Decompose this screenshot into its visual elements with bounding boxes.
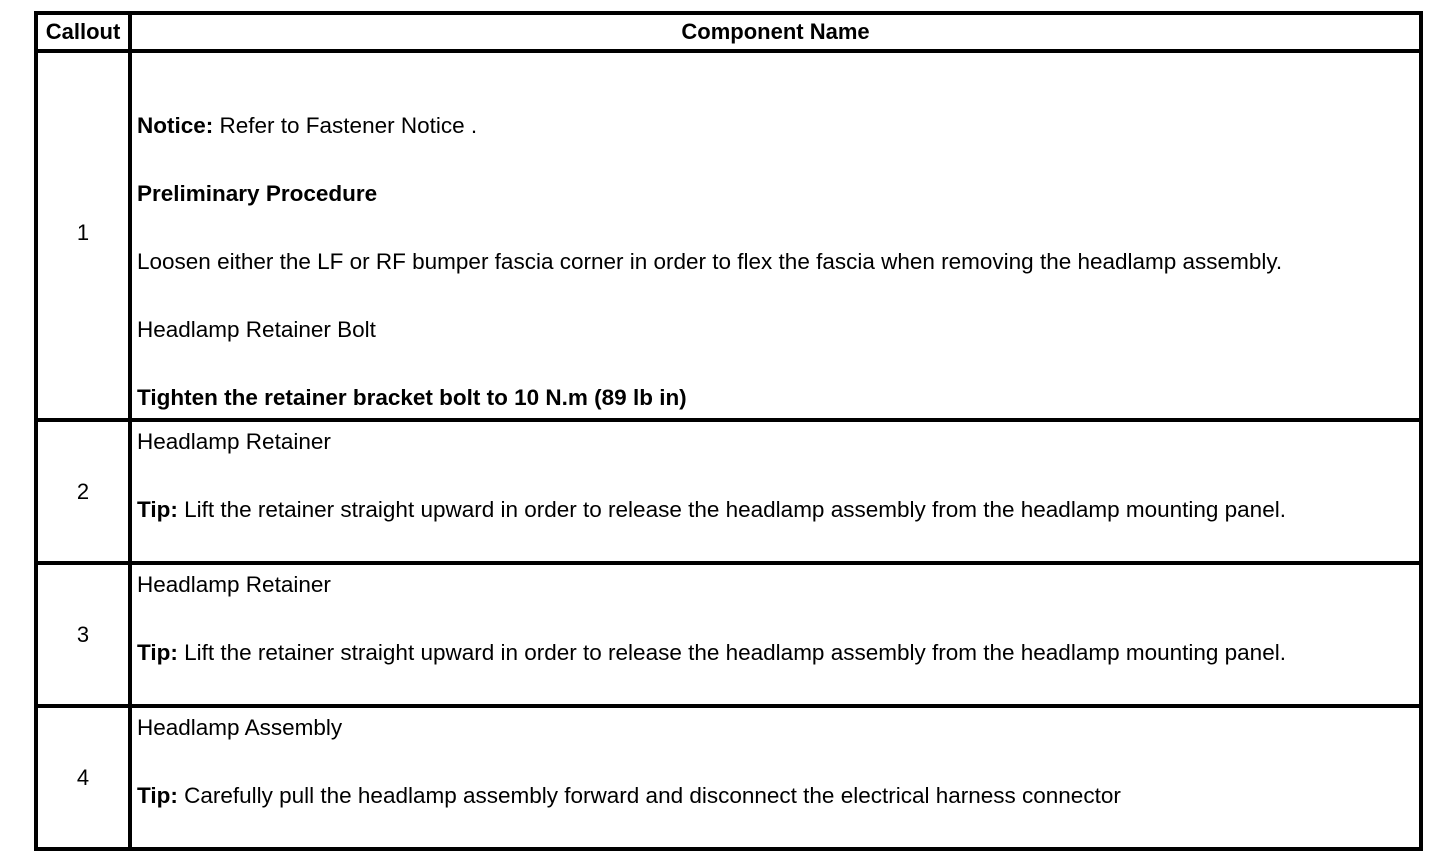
procedure-instruction: Loosen either the LF or RF bumper fascia corner in order to flex the fascia when removing the headlamp assembly. [137,249,1283,274]
tip-line [137,779,1419,813]
callout-number: 2 [36,420,130,563]
component-name: Headlamp Retainer [137,572,331,597]
tip-label: Tip: [137,497,178,522]
notice-line [137,109,1419,143]
tip-label: Tip: [137,640,178,665]
table-row [36,420,1421,563]
component-cell [130,563,1421,706]
procedure-heading: Preliminary Procedure [137,181,378,206]
header-component-name: Component Name [130,13,1421,51]
table-row [36,563,1421,706]
component-cell [130,51,1421,420]
tip-text: Lift the retainer straight upward in order to release the headlamp assembly from the headlamp mounting panel. [177,497,1286,522]
table-header-row [36,13,1421,51]
callout-number: 3 [36,563,130,706]
component-cell [130,420,1421,563]
callout-number: 4 [36,706,130,849]
callout-number: 1 [36,51,130,420]
notice-text: Refer to Fastener Notice . [213,113,478,138]
tip-line [137,636,1419,670]
table-row [36,51,1421,420]
component-name: Headlamp Retainer [137,429,331,454]
table-row [36,706,1421,849]
tip-label: Tip: [137,783,178,808]
component-name: Headlamp Retainer Bolt [137,317,376,342]
component-table [34,11,1423,851]
notice-label: Notice: [137,113,214,138]
component-cell [130,706,1421,849]
torque-spec: Tighten the retainer bracket bolt to 10 N.m (89 lb in) [137,385,687,410]
header-callout: Callout [36,13,130,51]
tip-text: Carefully pull the headlamp assembly forward and disconnect the electrical harness connector [177,783,1121,808]
tip-line [137,493,1419,527]
tip-text: Lift the retainer straight upward in order to release the headlamp assembly from the headlamp mounting panel. [177,640,1286,665]
component-name: Headlamp Assembly [137,715,343,740]
